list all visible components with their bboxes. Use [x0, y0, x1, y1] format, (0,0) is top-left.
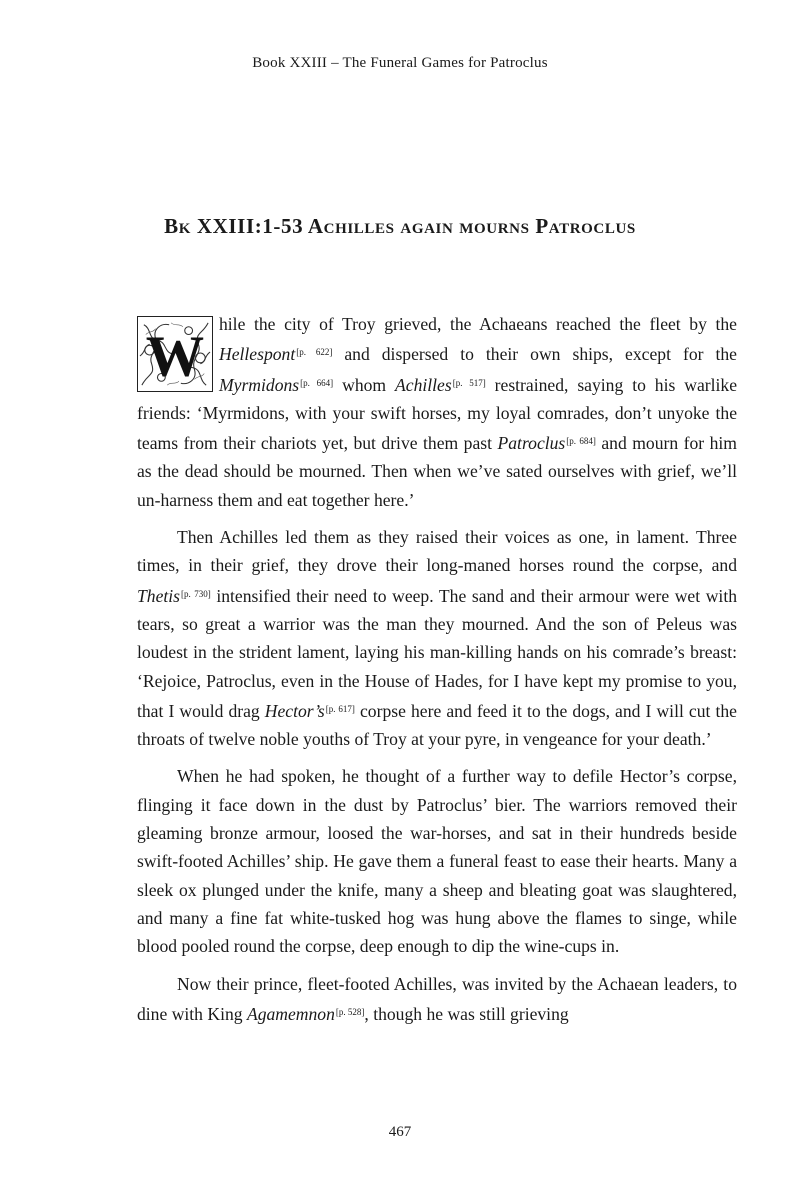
page-ref[interactable]: [p. 684]	[566, 436, 596, 447]
paragraph-3: When he had spoken, he thought of a further way to defile Hector’s corpse, flinging it face down in the dust by Patroclus’ bier. The warriors removed their gleaming bronze armour, loosed the war-horses, and sat in their hundreds beside swift-footed Achilles’ ship. He gave them a funeral feast to ease their hearts. Many a sleek ox plunged under the knife, many a sheep and bleating goat was slaughtered, and many a fine fat white-tusked hog was hung above the flames to singe, while blood pooled round the corpse, deep enough to dip the wine-cups in.	[137, 766, 737, 957]
page-ref[interactable]: [p. 622]	[296, 347, 333, 358]
body-text	[137, 310, 737, 1037]
link-hector[interactable]: Hector’s	[264, 700, 325, 721]
paragraph-2: Then Achilles led them as they raised their voices as one, in lament. Three times, in their grief, they drove their long-maned horses round the corpse, and Thetis[p. 730] intensified their need to weep. The sand and their armour were wet with tears, so great a warrior was the man they mourned. And the son of Peleus was loudest in the strident lament, laying his man-killing hands on his comrade’s breast: ‘Rejoice, Patroclus, even in the House of Hades, for I have kept my promise to you, that I would drag Hector’s[p. 617] corpse here and feed it to the dogs, and I will cut the throats of twelve noble youths of Troy at your pyre, in vengeance for your death.’	[137, 527, 738, 750]
paragraph-4: Now their prince, fleet-footed Achilles, was invited by the Achaean leaders, to dine with King Agamemnon[p. 528], though he was still grieving	[137, 973, 737, 1024]
link-agamemnon[interactable]: Agamemnon	[246, 1003, 335, 1024]
page-ref[interactable]: [p. 730]	[181, 588, 211, 599]
page-ref[interactable]: [p. 664]	[300, 377, 334, 388]
drop-cap-w	[137, 316, 213, 392]
page-ref[interactable]: [p. 617]	[325, 703, 355, 714]
page-ref[interactable]: [p. 517]	[452, 377, 486, 388]
running-head: Book XXIII – The Funeral Games for Patroclus	[252, 55, 548, 71]
ornamental-initial-icon	[138, 317, 212, 391]
chapter-title: Bk XXIII:1-53 Achilles again mourns Patroclus	[164, 214, 636, 238]
link-thetis[interactable]: Thetis	[137, 585, 181, 606]
link-hellespont[interactable]: Hellespont	[219, 344, 296, 365]
link-myrmidons[interactable]: Myrmidons	[219, 374, 300, 395]
link-achilles[interactable]: Achilles	[395, 374, 452, 395]
svg-text:W: W	[145, 323, 205, 389]
paragraph-1: W hile the city of Troy grieved, the Achaeans reached the fleet by the Hellespont[p. 622] and dispersed to their own ships, except for the Myrmidons[p. 664] whom Achilles[p. 517] restrained, saying to his warlike friends: ‘Myrmidons, with your swift horses, my loyal comrades, don’t unyoke the teams from their chariots yet, but drive them past Patroclus[p. 684] and mourn for him as the dead should be mourned. Then when we’ve sated ourselves with grief, we’ll un-harness them and eat together here.’	[137, 314, 738, 510]
page-ref[interactable]: [p. 528]	[335, 1006, 365, 1017]
link-patroclus[interactable]: Patroclus	[497, 433, 566, 454]
page-number: 467	[388, 1124, 412, 1140]
